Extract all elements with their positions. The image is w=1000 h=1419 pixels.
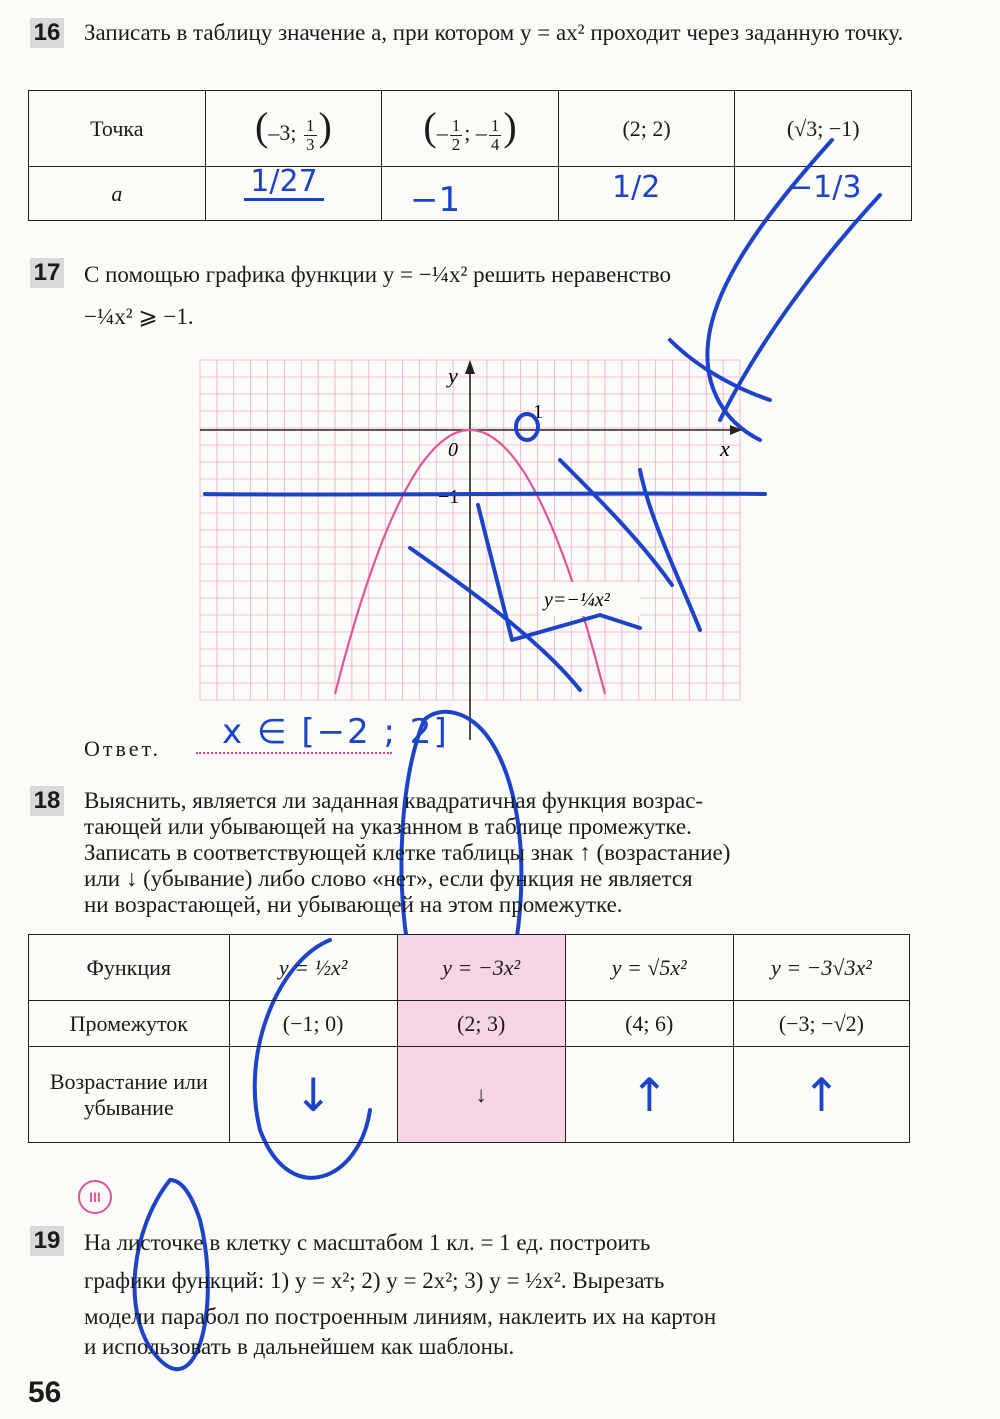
y-axis-arrow-icon	[465, 360, 475, 374]
task-18-text	[84, 788, 912, 918]
task-19-line-4: и использовать в дальнейшем как шаблоны.	[84, 1334, 515, 1359]
point-cell-4: (√3; −1)	[735, 91, 912, 167]
point-cell-3: (2; 2)	[558, 91, 735, 167]
handwritten-stroke	[670, 340, 770, 400]
header-behavior: Возрастание или убывание	[29, 1047, 230, 1143]
handwritten-answer-3: 1/2	[612, 170, 661, 205]
task-19-number: 19	[30, 1226, 64, 1256]
task-17-line-1: С помощью графика функции y = −¼x² решить неравенство	[84, 262, 672, 287]
task-19-line-3: модели парабол по построенным линиям, наклеить их на картон	[84, 1304, 717, 1329]
curve-label: y=−¼x²	[544, 589, 610, 611]
behavior-cell-4	[733, 1047, 909, 1143]
handwritten-answer-2: −1	[410, 180, 461, 220]
behavior-cell-1	[229, 1047, 397, 1143]
task-16-text: Записать в таблицу значение a, при котором y = ax² проходит через заданную точку.	[84, 20, 904, 45]
page-number: 56	[28, 1376, 62, 1409]
task-16-number: 16	[30, 18, 64, 48]
task-18-number: 18	[30, 786, 64, 816]
task-19-line-1: На листочке в клетку с масштабом 1 кл. = 1 ед. построить	[84, 1230, 651, 1255]
handwritten-answer-4: −1/3	[788, 170, 862, 205]
x-axis-label: x	[720, 436, 730, 461]
y-axis-label: y	[448, 363, 458, 388]
interval-cell-2: (2; 3)	[397, 1001, 565, 1047]
tick-one-label: 1	[533, 401, 543, 423]
function-cell-1: y = ½x²	[229, 935, 397, 1001]
header-interval: Промежуток	[29, 1001, 230, 1047]
answer-label: Ответ.	[84, 736, 161, 761]
point-cell-1: (–3; $\frac{1}{3}$ )	[205, 91, 382, 167]
handwritten-circle	[516, 414, 538, 440]
handwritten-fraction-1: 1/27	[244, 166, 324, 201]
table-row-label-a: a	[29, 167, 206, 221]
handwritten-line-y-minus-1	[205, 493, 765, 494]
interval-cell-4: (−3; −√2)	[733, 1001, 909, 1047]
tick-minus-one-label: −1	[438, 486, 460, 508]
task-17-number: 17	[30, 258, 64, 288]
handwritten-arrow-up-icon: ↑	[629, 1067, 669, 1122]
point-cell-2: (– $\frac{1}{2}$ ; – $\frac{1}{4}$ )	[382, 91, 559, 167]
table-row-label-point: Точка	[29, 91, 206, 167]
behavior-cell-3	[565, 1047, 733, 1143]
handwritten-arrow-up-icon: ↑	[802, 1067, 841, 1122]
handwritten-stroke	[720, 195, 880, 420]
handwritten-stroke	[478, 505, 640, 640]
function-cell-4: y = −3√3x²	[733, 935, 909, 1001]
task-17-line-2: −¼x² ⩾ −1.	[84, 304, 194, 329]
function-cell-2: y = −3x²	[397, 935, 565, 1001]
interval-cell-1: (−1; 0)	[229, 1001, 397, 1047]
origin-label: 0	[448, 439, 458, 461]
handwritten-stroke	[707, 140, 832, 440]
task-18-line-2: тающей или убывающей на указанном в таблице промежутке.	[84, 814, 692, 839]
task-18-line-5: ни возрастающей, ни убывающей на этом промежутке.	[84, 892, 623, 917]
difficulty-level-badge: III	[78, 1180, 112, 1214]
task-18-line-1: Выяснить, является ли заданная квадратичная функция возрас-	[84, 788, 704, 813]
header-function: Функция	[29, 935, 230, 1001]
handwritten-arrow-down-icon: ↓	[293, 1067, 333, 1122]
handwritten-final-answer: x ∈ [−2 ; 2]	[222, 712, 449, 752]
task-18-line-4: или ↓ (убывание) либо слово «нет», если функция не является	[84, 866, 693, 891]
task-18-line-3: Записать в соответствующей клетке таблицы знак ↑ (возрастание)	[84, 840, 731, 865]
task-19-text	[84, 1228, 912, 1362]
task-18-table	[28, 934, 910, 1143]
behavior-cell-2: ↓	[397, 1047, 565, 1143]
task-19-line-2: графики функций: 1) y = x²; 2) y = 2x²; 3) y = ½x². Вырезать	[84, 1268, 665, 1293]
answer-dotted-line	[196, 752, 392, 754]
interval-cell-3: (4; 6)	[565, 1001, 733, 1047]
function-cell-3: y = √5x²	[565, 935, 733, 1001]
